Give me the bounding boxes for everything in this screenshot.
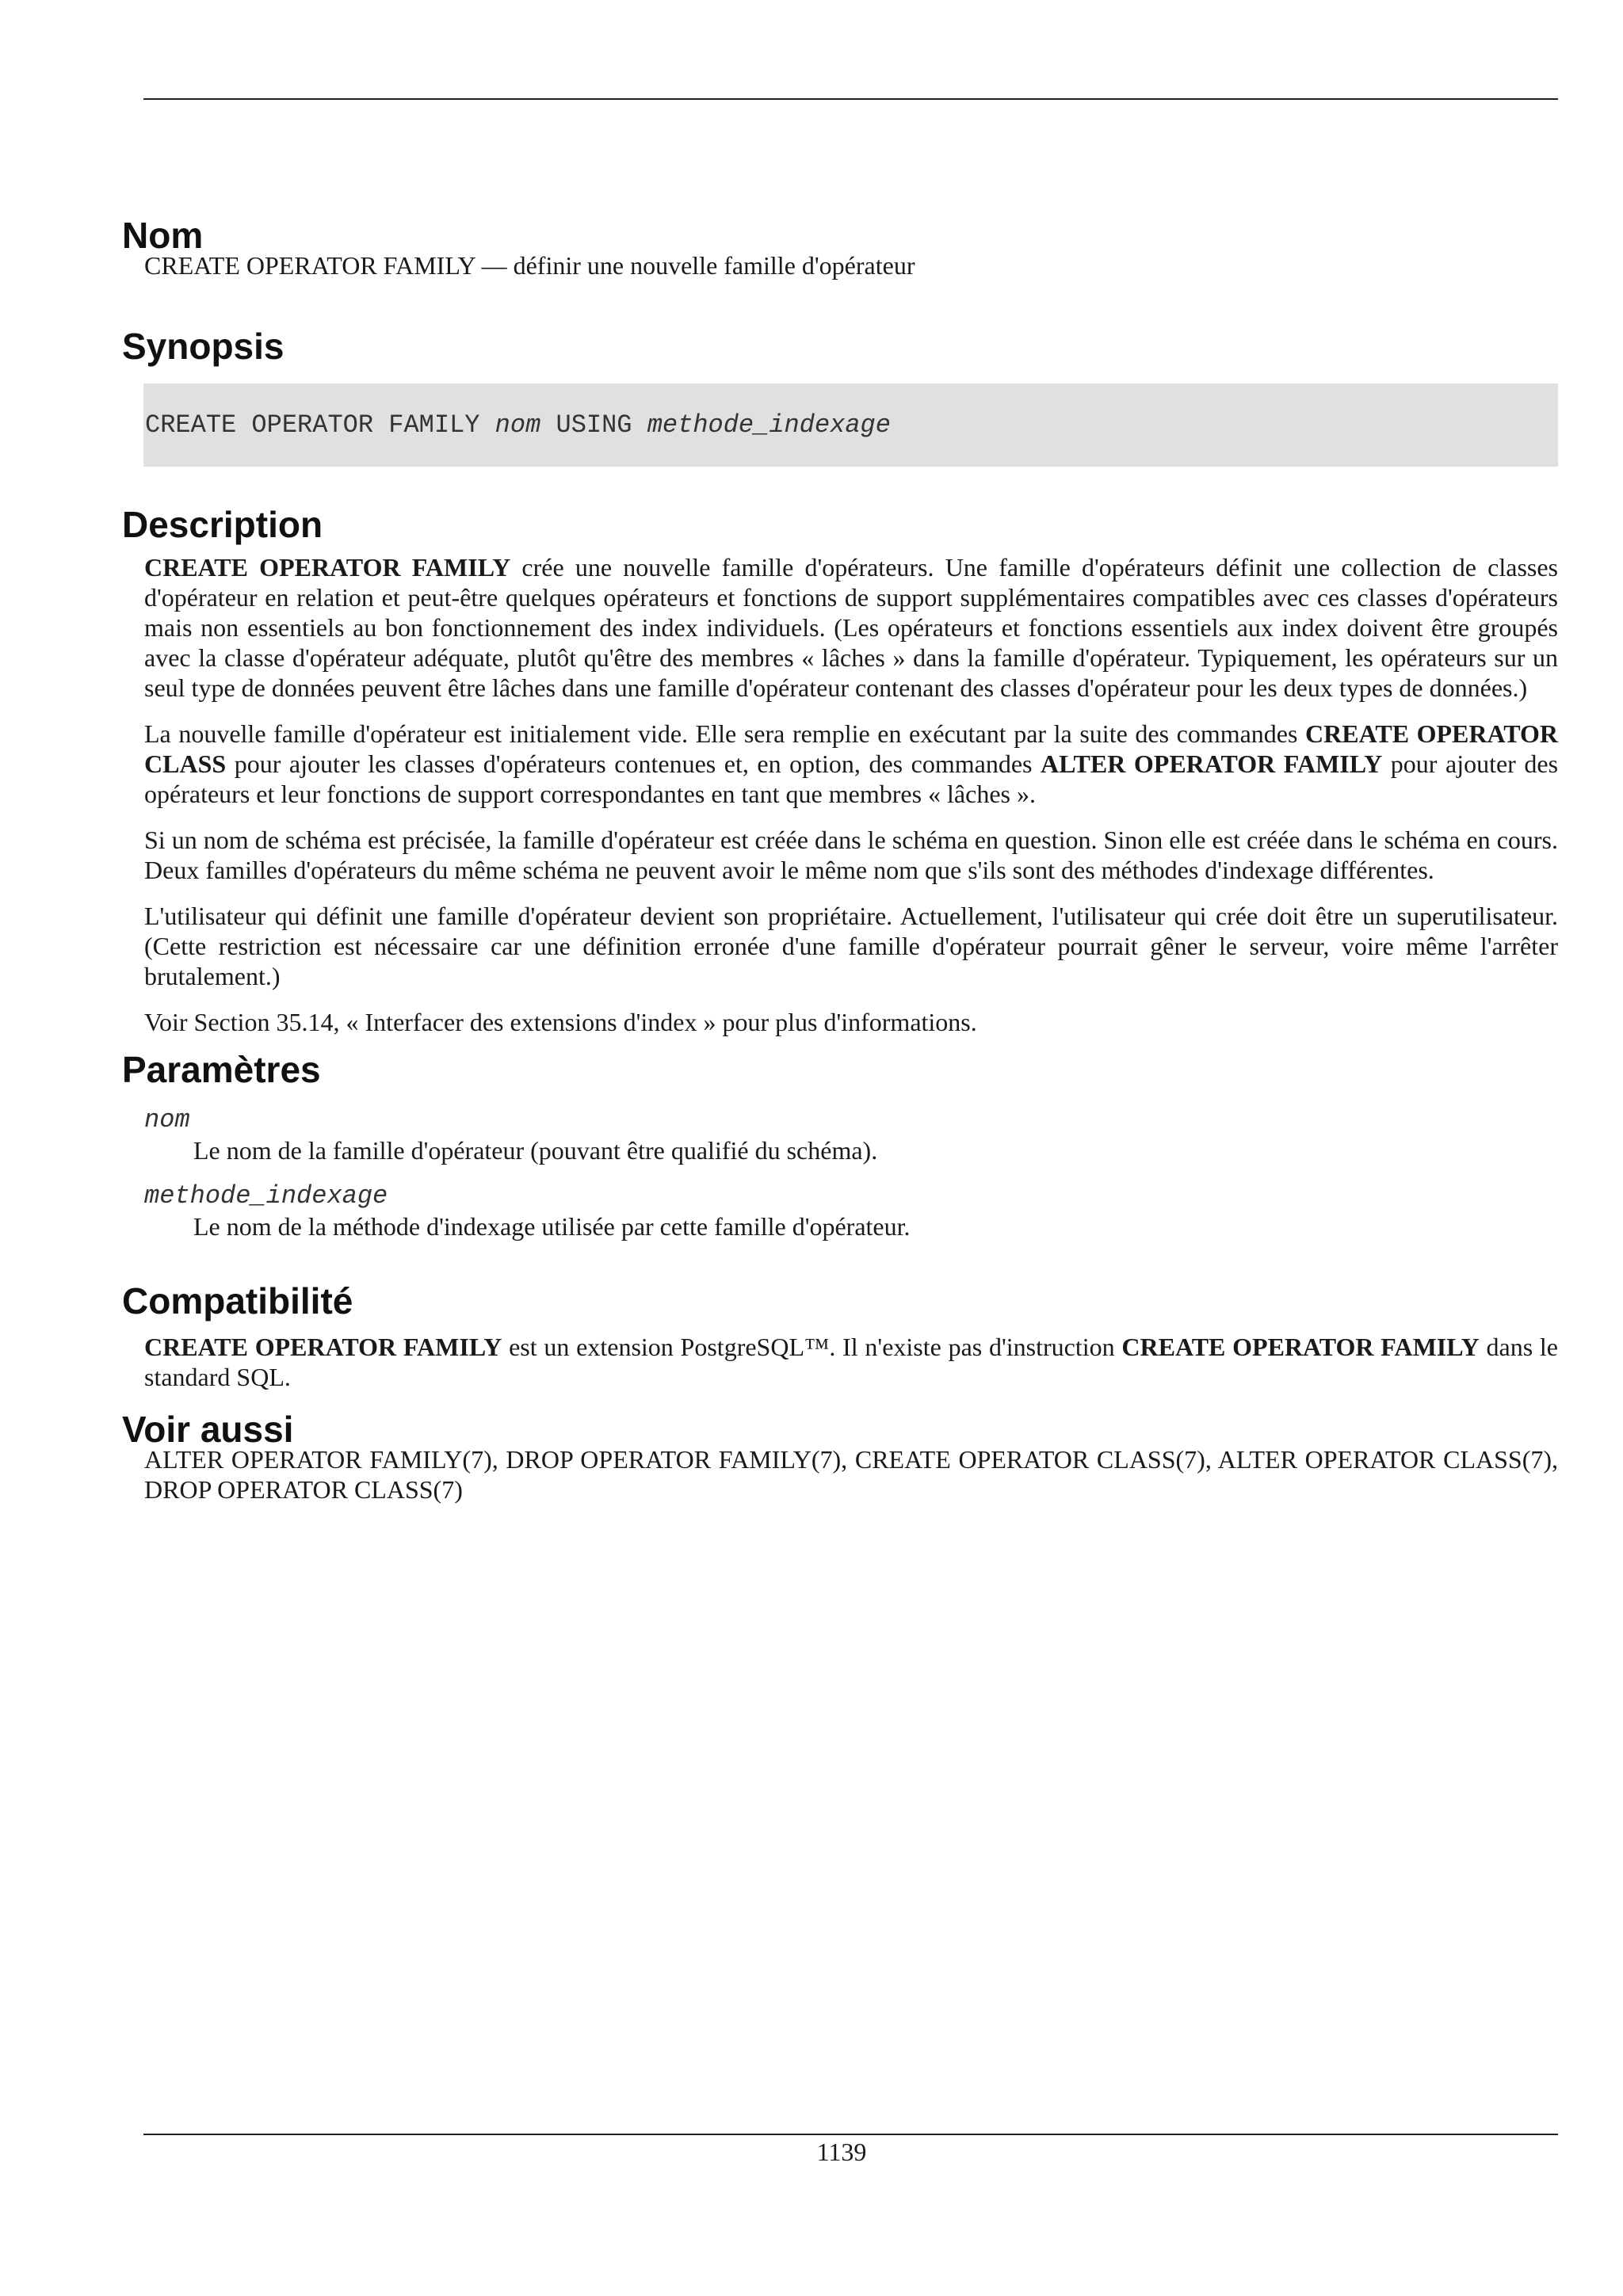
section-nom xyxy=(122,214,1558,280)
heading-description: Description xyxy=(122,504,323,545)
paragraph-text: pour ajouter les classes d'opérateurs contenues et, en option, des commandes xyxy=(226,749,1041,778)
command-name: CREATE OPERATOR FAMILY xyxy=(144,553,511,582)
nom-text: CREATE OPERATOR FAMILY — définir une nouvelle famille d'opérateur xyxy=(144,251,915,280)
heading-compatibilite: Compatibilité xyxy=(122,1280,353,1322)
description-body xyxy=(144,552,1558,1037)
section-description xyxy=(122,503,1558,1037)
parameter-definition: Le nom de la méthode d'indexage utilisée par cette famille d'opérateur. xyxy=(193,1212,911,1241)
page-number: 1139 xyxy=(816,2138,867,2166)
description-paragraph-2 xyxy=(144,719,1558,809)
voir-aussi-body xyxy=(144,1444,1558,1505)
command-name: CREATE OPERATOR FAMILY xyxy=(1121,1333,1480,1361)
heading-voir-aussi: Voir aussi xyxy=(122,1409,294,1450)
parameter-definition: Le nom de la famille d'opérateur (pouvant être qualifié du schéma). xyxy=(193,1136,878,1165)
footer-rule xyxy=(143,2134,1558,2135)
command-name: ALTER OPERATOR FAMILY xyxy=(1041,749,1383,778)
see-also-links[interactable]: ALTER OPERATOR FAMILY(7), DROP OPERATOR FAMILY(7), CREATE OPERATOR CLASS(7), ALTER OPERATOR CLASS(7), DROP OPERATOR CLASS(7) xyxy=(144,1445,1558,1504)
header-rule xyxy=(143,98,1558,100)
description-paragraph-1 xyxy=(144,552,1558,703)
section-voir-aussi xyxy=(122,1408,1558,1505)
parameter-item xyxy=(144,1105,1558,1165)
heading-nom: Nom xyxy=(122,215,204,256)
description-paragraph-4: L'utilisateur qui définit une famille d'opérateur devient son propriétaire. Actuellement, l'utilisateur qui crée doit être un superutilisateur. (Cette restriction est nécessaire car une définition erronée d'une famille d'opérateur pourrait gêner le serveur, voire même l'arrêter brutalement.) xyxy=(144,902,1558,990)
paragraph-text: dans le standard SQL. xyxy=(144,1333,1559,1391)
heading-parametres: Paramètres xyxy=(122,1049,321,1090)
compatibilite-paragraph xyxy=(144,1332,1558,1392)
command-name: CREATE OPERATOR CLASS xyxy=(144,719,1559,778)
synopsis-code-block xyxy=(143,383,1558,467)
synopsis-param-methode: methode_indexage xyxy=(647,410,891,440)
description-paragraph-5: Voir Section 35.14, « Interfacer des extensions d'index » pour plus d'informations. xyxy=(144,1008,977,1036)
section-compatibilite xyxy=(122,1280,1558,1392)
heading-synopsis: Synopsis xyxy=(122,326,285,367)
compatibilite-body xyxy=(144,1332,1558,1392)
paragraph-text: crée une nouvelle famille d'opérateurs. Une famille d'opérateurs définit une collection de classes d'opérateur en relation et peut-être quelques opérateurs et fonctions de support supplémentaires compatibles avec ces classes d'opérateurs mais non essentiels au bon fonctionnement des index individuels. (Les opérateurs et fonctions essentiels aux index doivent être groupés avec la classe d'opérateur adéquate, plutôt qu'être des membres « lâches » dans la famille d'opérateur. Typiquement, les opérateurs sur un seul type de données peuvent être lâches dans une famille d'opérateur contenant des classes d'opérateur pour les deux types de données.) xyxy=(144,553,1559,702)
section-synopsis xyxy=(122,325,1558,467)
synopsis-param-nom: nom xyxy=(495,410,541,440)
synopsis-code-part2: USING xyxy=(540,410,647,440)
parameter-list xyxy=(144,1105,1558,1241)
description-paragraph-3: Si un nom de schéma est précisée, la famille d'opérateur est créée dans le schéma en question. Sinon elle est créée dans le schéma en cours. Deux familles d'opérateurs du même schéma ne peuvent avoir le même nom que s'ils sont des méthodes d'indexage différentes. xyxy=(144,826,1558,884)
paragraph-text: pour ajouter des opérateurs et leur fonctions de support correspondantes en tant que membres « lâches ». xyxy=(144,749,1559,808)
paragraph-text: La nouvelle famille d'opérateur est initialement vide. Elle sera remplie en exécutant par la suite des commandes xyxy=(144,719,1306,748)
synopsis-code-part1: CREATE OPERATOR FAMILY xyxy=(145,410,495,440)
parameter-term: nom xyxy=(144,1105,190,1135)
parameter-item xyxy=(144,1181,1558,1241)
page-content xyxy=(122,214,1558,1505)
command-name: CREATE OPERATOR FAMILY xyxy=(144,1333,502,1361)
parameter-term: methode_indexage xyxy=(144,1181,388,1211)
section-parametres xyxy=(122,1048,1558,1241)
paragraph-text: est un extension PostgreSQL™. Il n'existe pas d'instruction xyxy=(502,1333,1122,1361)
